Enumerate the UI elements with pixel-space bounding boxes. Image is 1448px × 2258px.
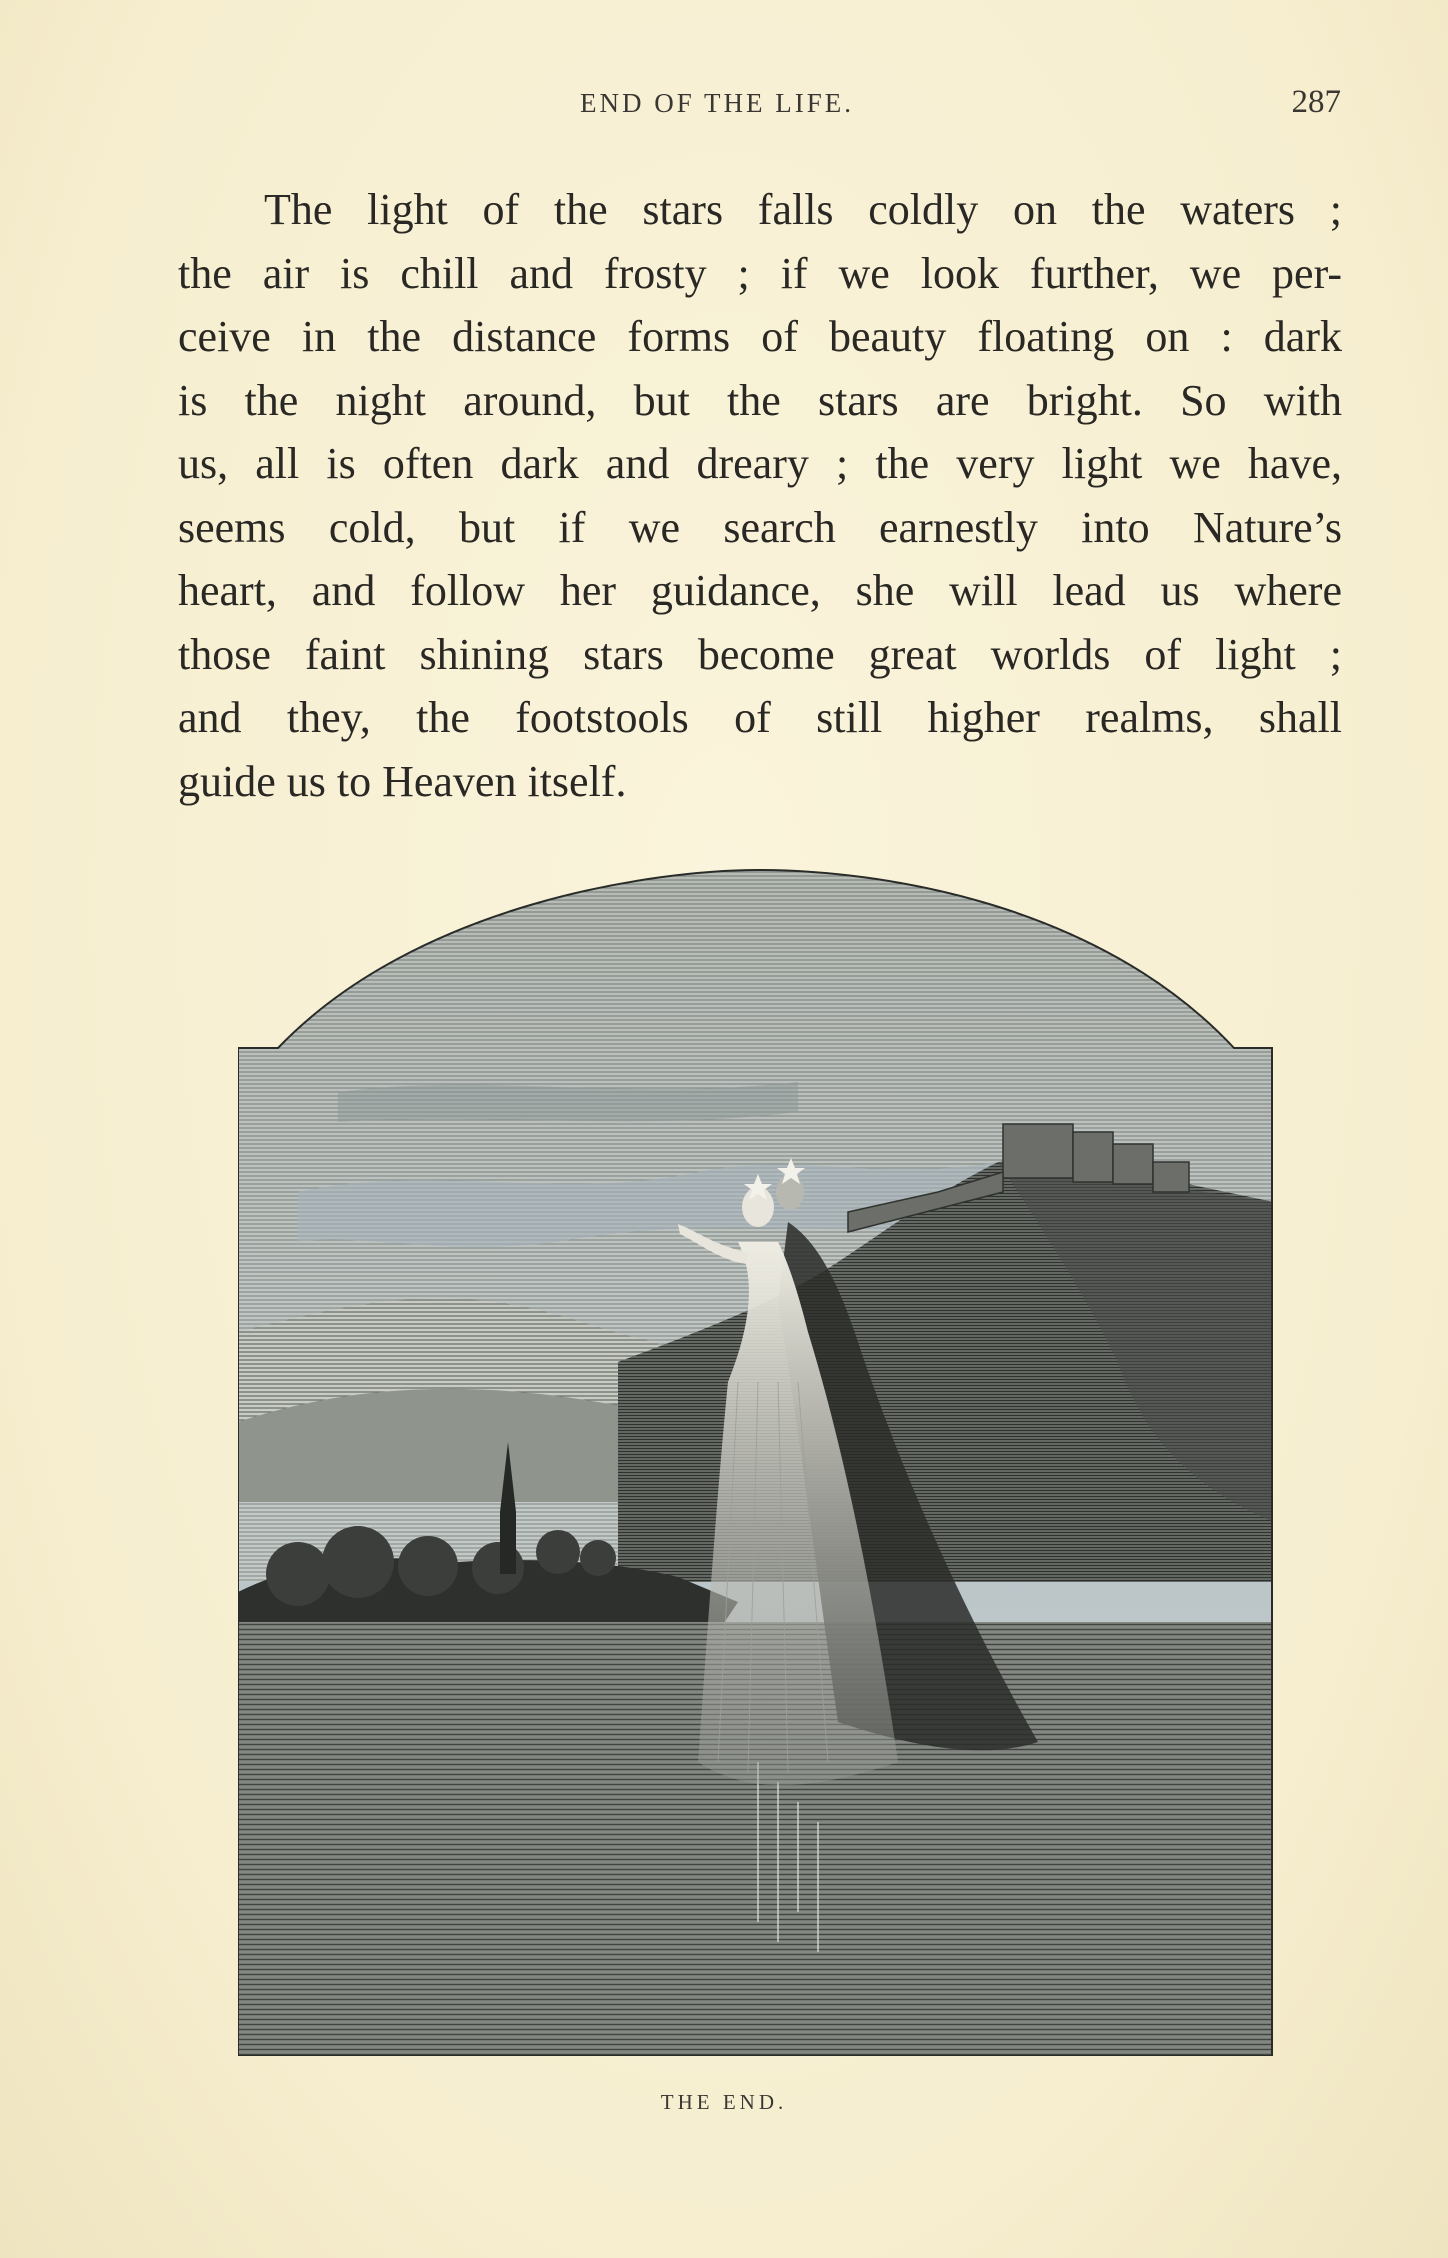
text-line: is the night around, but the stars are bright. So with bbox=[178, 375, 1342, 425]
text-line: seems cold, but if we search earnestly into Nature’s bbox=[178, 502, 1342, 552]
text-line: and they, the footstools of still higher realms, shall bbox=[178, 693, 1342, 742]
text-line: guide us to Heaven itself. bbox=[178, 756, 627, 806]
running-head: END OF THE LIFE. bbox=[580, 88, 854, 118]
illustration-caption: THE END. bbox=[660, 2090, 788, 2114]
text-line: ceive in the distance forms of beauty floating on : dark bbox=[178, 312, 1342, 361]
text-line: The light of the stars falls coldly on the waters ; bbox=[264, 185, 1342, 234]
text-line: heart, and follow her guidance, she will lead us where bbox=[178, 566, 1342, 615]
text-line: the air is chill and frosty ; if we look further, we per- bbox=[178, 248, 1342, 298]
page-number: 287 bbox=[1291, 84, 1341, 120]
engraving-illustration bbox=[238, 862, 1274, 2056]
text-line: those faint shining stars become great worlds of light ; bbox=[178, 629, 1342, 679]
body-paragraph bbox=[178, 178, 1342, 813]
text-line: us, all is often dark and dreary ; the very light we have, bbox=[178, 439, 1342, 488]
engraving-scene bbox=[238, 862, 1274, 2056]
